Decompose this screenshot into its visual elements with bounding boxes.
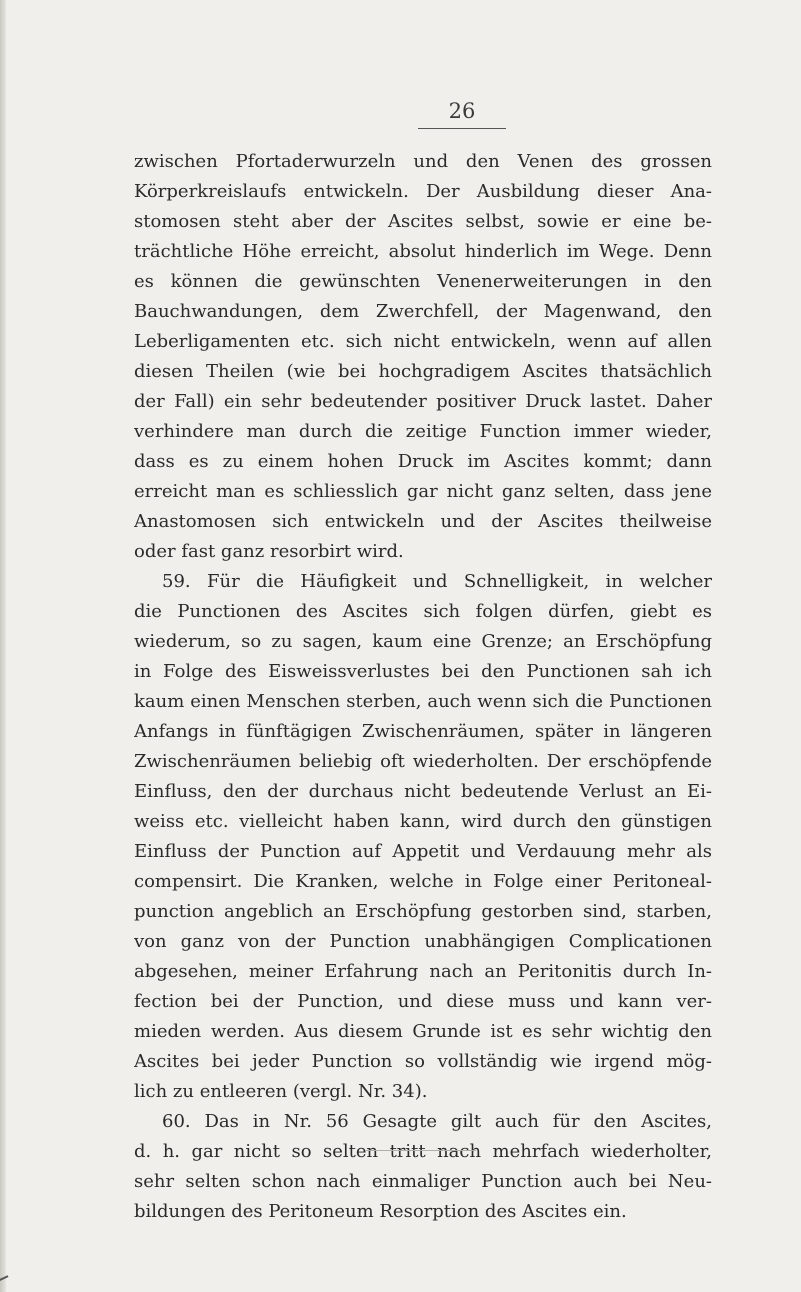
text-line: mieden werden. Aus diesem Grunde ist es sehr wichtig den bbox=[134, 1021, 712, 1042]
text-line: Leberligamenten etc. sich nicht entwickeln, wenn auf allen bbox=[134, 331, 712, 352]
text-line: zwischen Pfortaderwurzeln und den Venen des grossen bbox=[134, 151, 712, 172]
text-line: 59. Für die Häufigkeit und Schnelligkeit, in welcher bbox=[162, 571, 712, 592]
text-line: weiss etc. vielleicht haben kann, wird durch den günstigen bbox=[134, 811, 712, 832]
text-line: von ganz von der Punction unabhängigen Complicationen bbox=[134, 931, 712, 952]
page-binding-edge bbox=[0, 0, 6, 1292]
text-line: stomosen steht aber der Ascites selbst, sowie er eine be- bbox=[134, 211, 712, 232]
text-line: lich zu entleeren (vergl. Nr. 34). bbox=[134, 1081, 428, 1102]
text-line: punction angeblich an Erschöpfung gestorben sind, starben, bbox=[134, 901, 712, 922]
text-line: Ascites bei jeder Punction so vollständig wie irgend mög- bbox=[134, 1051, 712, 1072]
text-line: oder fast ganz resorbirt wird. bbox=[134, 541, 404, 562]
text-line: dass es zu einem hohen Druck im Ascites kommt; dann bbox=[134, 451, 712, 472]
body-text bbox=[134, 147, 712, 1227]
text-line: wiederum, so zu sagen, kaum eine Grenze; an Erschöpfung bbox=[134, 631, 712, 652]
text-line: Einfluss der Punction auf Appetit und Verdauung mehr als bbox=[134, 841, 712, 862]
text-line: fection bei der Punction, und diese muss und kann ver- bbox=[134, 991, 712, 1012]
text-line: es können die gewünschten Venenerweiterungen in den bbox=[134, 271, 712, 292]
text-line: sehr selten schon nach einmaliger Punction auch bei Neu- bbox=[134, 1171, 712, 1192]
text-line: Körperkreislaufs entwickeln. Der Ausbildung dieser Ana- bbox=[134, 181, 712, 202]
text-line: Anastomosen sich entwickeln und der Ascites theilweise bbox=[134, 511, 712, 532]
footer-rule bbox=[366, 1150, 476, 1151]
text-line: abgesehen, meiner Erfahrung nach an Peritonitis durch In- bbox=[134, 961, 712, 982]
text-line: compensirt. Die Kranken, welche in Folge einer Peritoneal- bbox=[134, 871, 712, 892]
page-number-underline bbox=[418, 128, 506, 129]
text-line: bildungen des Peritoneum Resorption des Ascites ein. bbox=[134, 1201, 627, 1222]
text-line: erreicht man es schliesslich gar nicht ganz selten, dass jene bbox=[134, 481, 712, 502]
corner-mark bbox=[0, 1275, 13, 1292]
text-line: verhindere man durch die zeitige Function immer wieder, bbox=[134, 421, 712, 442]
text-line: d. h. gar nicht so selten tritt nach mehrfach wiederholter, bbox=[134, 1141, 712, 1162]
page-number: 26 bbox=[448, 99, 476, 123]
text-line: Anfangs in fünftägigen Zwischenräumen, später in längeren bbox=[134, 721, 712, 742]
text-line: trächtliche Höhe erreicht, absolut hinderlich im Wege. Denn bbox=[134, 241, 712, 262]
text-line: die Punctionen des Ascites sich folgen dürfen, giebt es bbox=[134, 601, 712, 622]
text-line: Zwischenräumen beliebig oft wiederholten. Der erschöpfende bbox=[134, 751, 712, 772]
text-line: in Folge des Eisweissverlustes bei den Punctionen sah ich bbox=[134, 661, 712, 682]
text-line: Bauchwandungen, dem Zwerchfell, der Magenwand, den bbox=[134, 301, 712, 322]
text-line: Einfluss, den der durchaus nicht bedeutende Verlust an Ei- bbox=[134, 781, 712, 802]
text-line: der Fall) ein sehr bedeutender positiver Druck lastet. Daher bbox=[134, 391, 712, 412]
text-line: 60. Das in Nr. 56 Gesagte gilt auch für den Ascites, bbox=[162, 1111, 712, 1132]
text-line: diesen Theilen (wie bei hochgradigem Ascites thatsächlich bbox=[134, 361, 712, 382]
text-line: kaum einen Menschen sterben, auch wenn sich die Punctionen bbox=[134, 691, 712, 712]
